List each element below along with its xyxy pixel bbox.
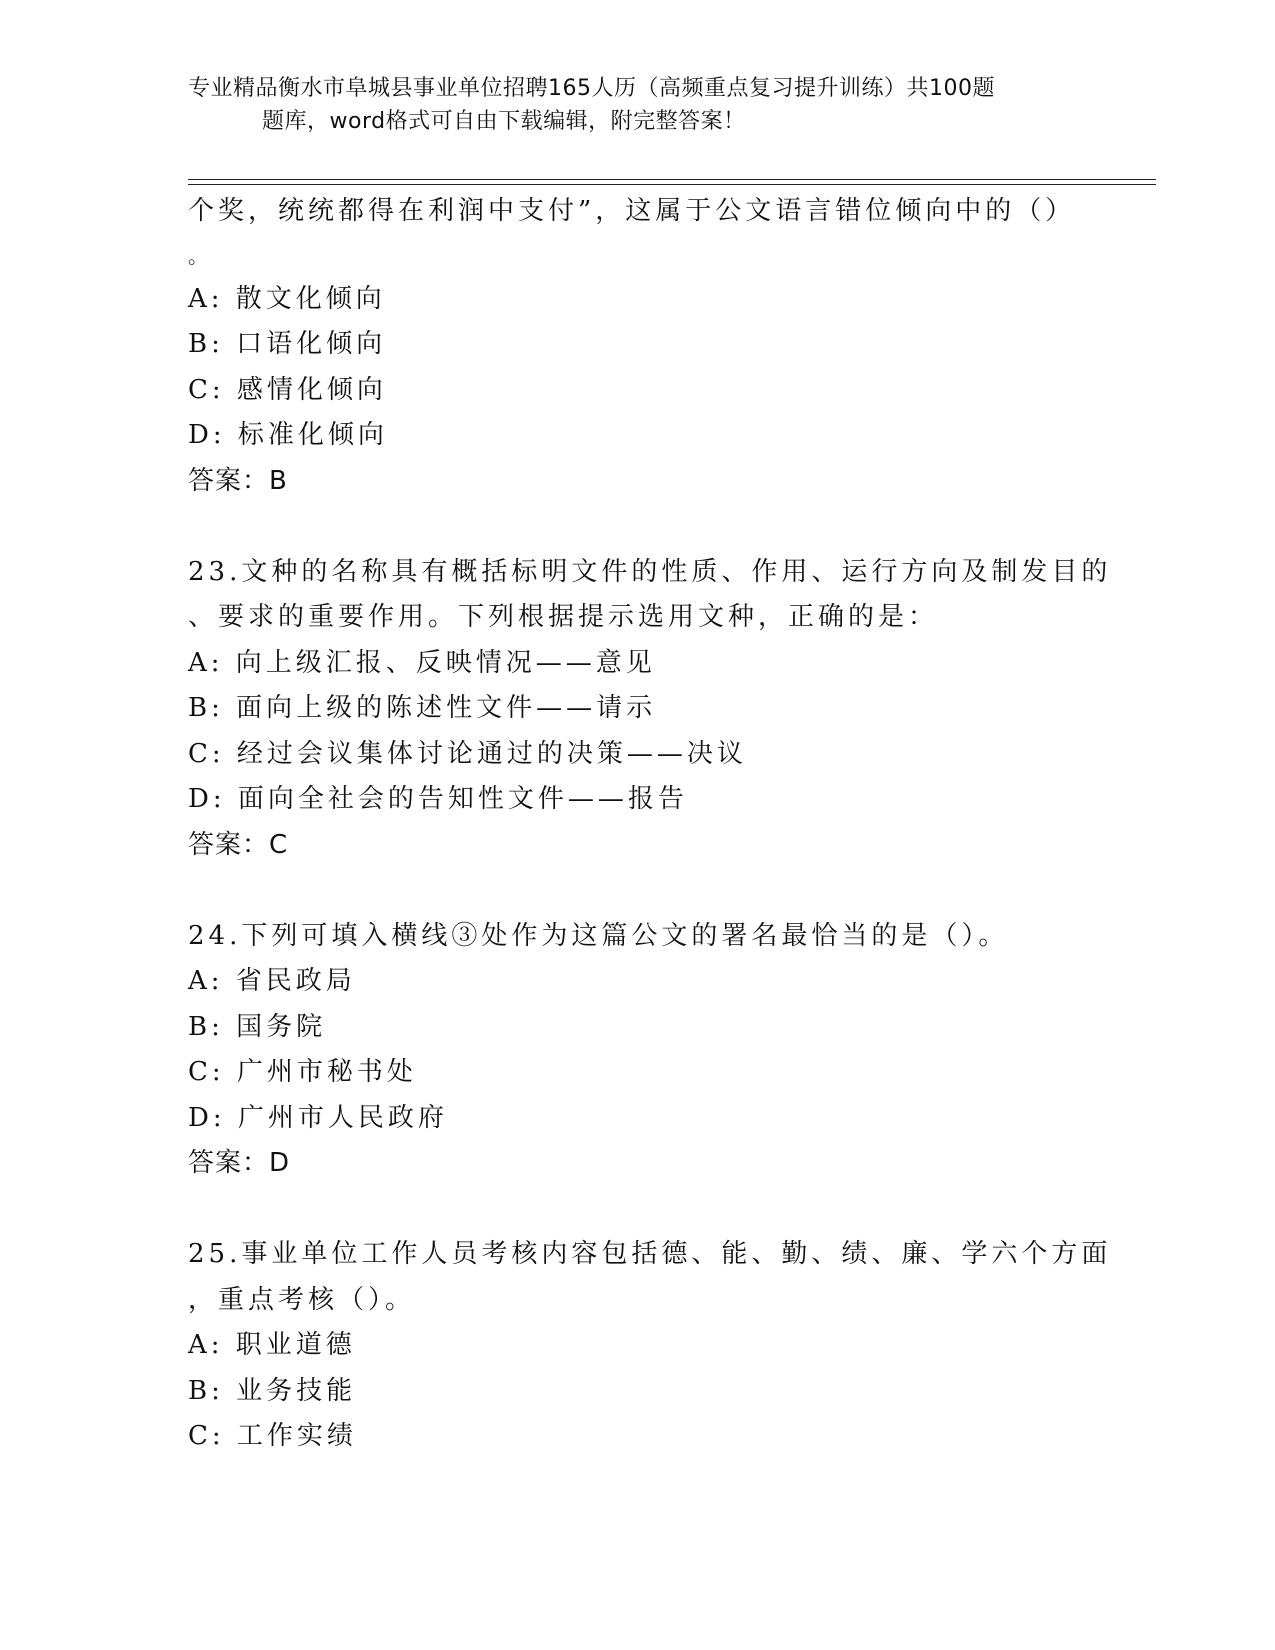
spacer — [188, 1187, 1088, 1233]
option-b: B: 面向上级的陈述性文件——请示 — [188, 693, 657, 723]
question-text: 23.文种的名称具有概括标明文件的性质、作用、运行方向及制发目的 — [188, 556, 1112, 587]
option-a: A: 向上级汇报、反映情况——意见 — [188, 647, 656, 678]
question-text: 个奖，统统都得在利润中支付”，这属于公文语言错位倾向中的（） — [188, 196, 1076, 226]
option-c: C: 工作实绩 — [188, 1421, 357, 1451]
option-d: D: 标准化倾向 — [188, 420, 388, 450]
spacer — [188, 868, 1088, 914]
option-c: C: 经过会议集体讨论通过的决策——决议 — [188, 738, 747, 769]
question-text: 24.下列可填入横线③处作为这篇公文的署名最恰当的是（）。 — [188, 920, 1009, 951]
header-title-line2: 题库，word格式可自由下载编辑，附完整答案！ — [262, 109, 746, 134]
header-title-line1: 专业精品衡水市阜城县事业单位招聘165人历（高频重点复习提升训练）共100题 — [188, 76, 995, 101]
answer-line: 答案：B — [188, 465, 288, 496]
question-24 — [188, 914, 1088, 1187]
document-header — [188, 72, 1108, 138]
option-b: B: 口语化倾向 — [188, 329, 387, 359]
option-a: A: 职业道德 — [188, 1330, 356, 1360]
option-b: B: 业务技能 — [188, 1375, 357, 1406]
question-22 — [188, 189, 1088, 504]
answer-line: 答案：D — [188, 1148, 291, 1178]
option-d: D: 广州市人民政府 — [188, 1102, 448, 1133]
option-a: A: 散文化倾向 — [188, 283, 386, 314]
question-23 — [188, 550, 1112, 869]
option-d: D: 面向全社会的告知性文件——报告 — [188, 784, 688, 814]
answer-line: 答案：C — [188, 829, 289, 860]
question-list — [188, 189, 1112, 1460]
option-a: A: 省民政局 — [188, 966, 356, 996]
option-c: C: 感情化倾向 — [188, 374, 387, 405]
header-divider-top — [188, 179, 1156, 180]
header-divider-bottom — [188, 184, 1156, 185]
question-25 — [188, 1232, 1112, 1460]
option-b: B: 国务院 — [188, 1011, 327, 1042]
question-text-continued: ，重点考核（）。 — [188, 1284, 416, 1315]
option-c: C: 广州市秘书处 — [188, 1057, 417, 1087]
spacer — [188, 504, 1088, 550]
question-text-continued: 。 — [188, 243, 212, 268]
question-text: 25.事业单位工作人员考核内容包括德、能、勤、绩、廉、学六个方面 — [188, 1239, 1112, 1269]
question-text-continued: 、要求的重要作用。下列根据提示选用文种，正确的是： — [188, 602, 939, 632]
